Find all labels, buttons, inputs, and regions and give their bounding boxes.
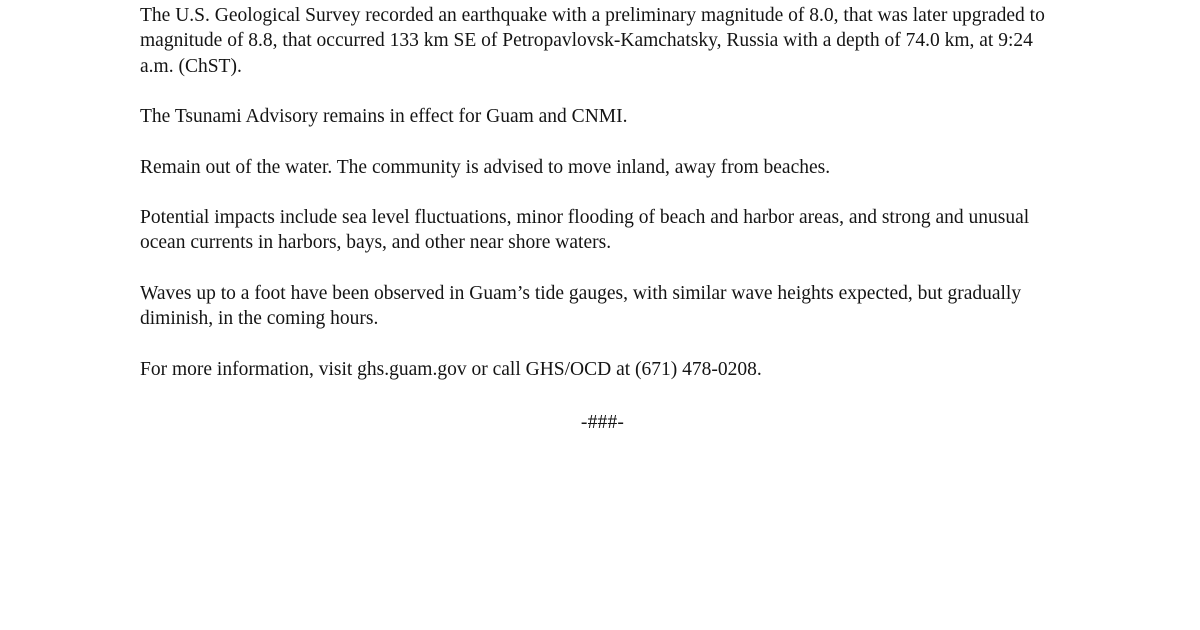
end-of-release-text: -###- [580,412,625,434]
paragraph-earthquake-report: The U.S. Geological Survey recorded an earthquake with a preliminary magnitude of 8.0, that was later upgraded to magnitude of 8.8, that occurred 133 km SE of Petropavlovsk-Kamchatsky, Russia with a depth of 74.0 km, at 9:24 a.m. (ChST). [140,5,1050,77]
document-body [140,0,1065,435]
paragraph-tsunami-advisory: The Tsunami Advisory remains in effect for Guam and CNMI. [140,106,628,128]
paragraph-safety-instruction: Remain out of the water. The community is advised to move inland, away from beaches. [140,156,831,178]
paragraph-wave-observations: Waves up to a foot have been observed in Guam’s tide gauges, with similar wave heights expected, but gradually diminish, in the coming hours. [140,282,1026,330]
paragraph-more-information: For more information, visit ghs.guam.gov or call GHS/OCD at (671) 478-0208. [140,358,762,380]
end-of-release-marker [140,410,1065,435]
paragraph-potential-impacts: Potential impacts include sea level fluctuations, minor flooding of beach and harbor areas, and strong and unusual ocean currents in harbors, bays, and other near shore waters. [140,207,1035,254]
